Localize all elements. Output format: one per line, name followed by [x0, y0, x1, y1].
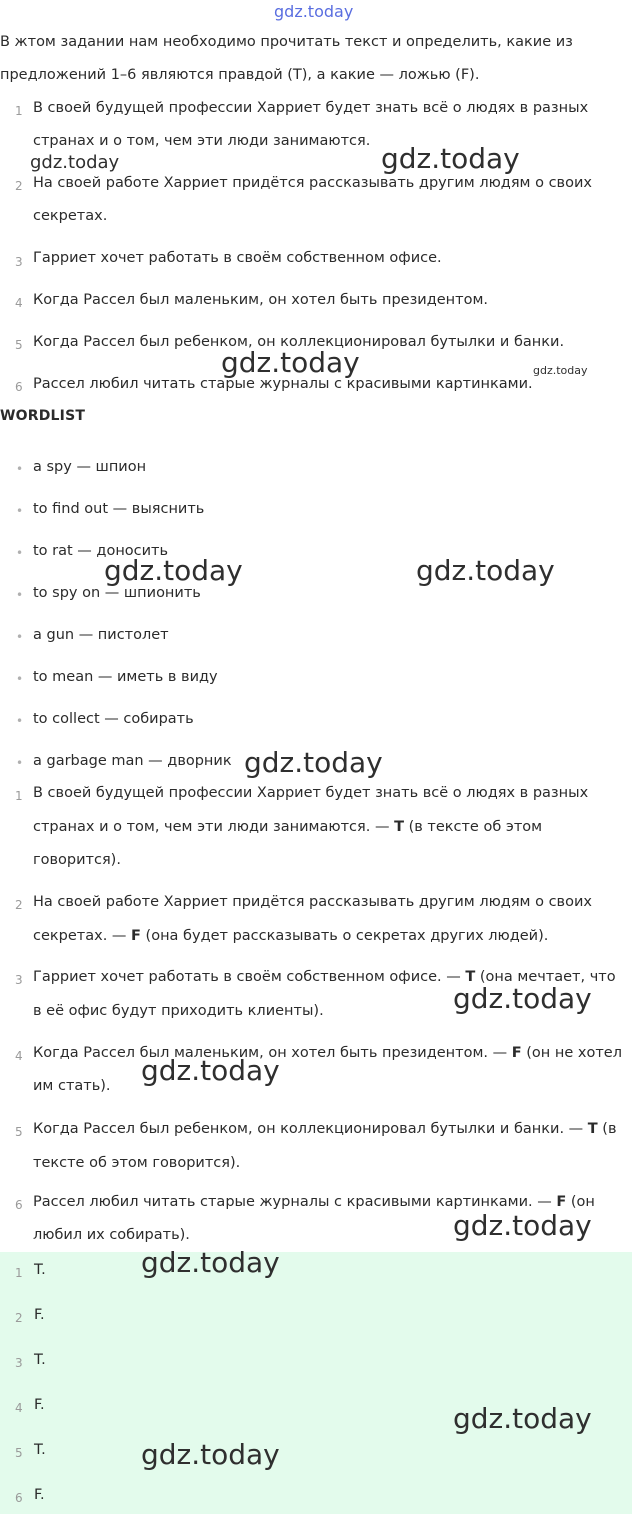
explanation-text [33, 819, 542, 835]
answer-value: T. [34, 1442, 46, 1458]
explanation-text: любил их собирать). [33, 1227, 190, 1243]
explanation-fragment: Рассел любил читать старые журналы с красивыми картинками. — [33, 1194, 557, 1210]
explanation-text [33, 1194, 595, 1210]
answer-number: 6 [15, 1491, 23, 1505]
question-text: странах и о том, чем эти люди занимаются. [33, 133, 371, 149]
answer-number: 2 [15, 1311, 23, 1325]
question-text: секретах. [33, 208, 108, 224]
explanation-text [33, 1045, 622, 1061]
watermark: gdz.today [221, 346, 360, 379]
explanation-text: в её офис будут приходить клиенты). [33, 1003, 324, 1019]
answer-value: F. [34, 1307, 45, 1323]
watermark: gdz.today [453, 1402, 592, 1435]
wordlist-item: a gun — пистолет [33, 627, 169, 643]
watermark: gdz.today [141, 1246, 280, 1279]
bullet: • [16, 672, 24, 686]
question-text: На своей работе Харриет придётся рассказывать другим людям о своих [33, 175, 592, 191]
bullet: • [16, 588, 24, 602]
watermark: gdz.today [453, 982, 592, 1015]
watermark: gdz.today [533, 364, 588, 377]
question-text: Рассел любил читать старые журналы с красивыми картинками. [33, 376, 533, 392]
bullet: • [16, 546, 24, 560]
watermark: gdz.today [141, 1054, 280, 1087]
question-text: Когда Рассел был ребенком, он коллекционировал бутылки и банки. [33, 334, 565, 350]
watermark: gdz.today [30, 152, 120, 173]
explanation-text: На своей работе Харриет придётся рассказывать другим людям о своих [33, 894, 592, 910]
wordlist-item: a garbage man — дворник [33, 753, 232, 769]
answer-mark: F [556, 1194, 567, 1210]
explanation-number: 6 [15, 1198, 23, 1212]
answers-panel [0, 1252, 632, 1514]
question-text: Когда Рассел был маленьким, он хотел быть президентом. [33, 292, 489, 308]
question-number: 4 [15, 296, 23, 310]
watermark: gdz.today [416, 554, 555, 587]
explanation-text: В своей будущей профессии Харриет будет знать всё о людях в разных [33, 785, 589, 801]
answer-value: F. [34, 1397, 45, 1413]
question-number: 5 [15, 338, 23, 352]
question-text: Гарриет хочет работать в своём собственном офисе. [33, 250, 442, 266]
wordlist-item: to rat — доносить [33, 543, 169, 559]
watermark-top: gdz.today [274, 2, 354, 21]
explanation-fragment: (она мечтает, что [475, 969, 616, 985]
answer-mark: F [131, 928, 141, 944]
explanation-text [33, 1121, 617, 1137]
question-number: 6 [15, 380, 23, 394]
explanation-text: им стать). [33, 1078, 111, 1094]
answer-mark: T [465, 969, 476, 985]
question-number: 3 [15, 255, 23, 269]
explanation-fragment: (в [597, 1121, 617, 1137]
bullet: • [16, 504, 24, 518]
answer-number: 4 [15, 1401, 23, 1415]
intro-line-2: предложений 1–6 являются правдой (T), а какие — ложью (F). [0, 67, 480, 83]
bullet: • [16, 630, 24, 644]
intro-line-1: В жтом задании нам необходимо прочитать текст и определить, какие из [0, 34, 573, 50]
wordlist-item: to find out — выяснить [33, 501, 205, 517]
watermark: gdz.today [141, 1438, 280, 1471]
answer-value: T. [34, 1262, 46, 1278]
question-number: 1 [15, 104, 23, 118]
explanation-number: 4 [15, 1049, 23, 1063]
explanation-fragment: секретах. — [33, 928, 132, 944]
explanation-fragment: Когда Рассел был ребенком, он коллекционировал бутылки и банки. — [33, 1121, 588, 1137]
explanation-fragment: (он не хотел [521, 1045, 622, 1061]
wordlist-item: to mean — иметь в виду [33, 669, 218, 685]
watermark: gdz.today [244, 746, 383, 779]
bullet: • [16, 714, 24, 728]
answer-value: F. [34, 1487, 45, 1503]
explanation-fragment: Когда Рассел был маленьким, он хотел быть президентом. — [33, 1045, 512, 1061]
bullet: • [16, 756, 24, 770]
watermark: gdz.today [381, 142, 520, 175]
watermark: gdz.today [453, 1209, 592, 1242]
answer-number: 1 [15, 1266, 23, 1280]
answer-mark: T [394, 819, 404, 835]
explanation-fragment: (в тексте об этом [403, 819, 543, 835]
wordlist-heading: WORDLIST [0, 408, 86, 424]
explanation-number: 5 [15, 1125, 23, 1139]
explanation-text [33, 928, 548, 944]
answer-number: 5 [15, 1446, 23, 1460]
wordlist-item: to spy on — шпионить [33, 585, 201, 601]
watermark: gdz.today [104, 554, 243, 587]
answer-value: T. [34, 1352, 46, 1368]
wordlist-item: to collect — собирать [33, 711, 194, 727]
explanation-fragment: (она будет рассказывать о секретах других людей). [140, 928, 549, 944]
question-number: 2 [15, 179, 23, 193]
answer-mark: T [587, 1121, 598, 1137]
bullet: • [16, 462, 24, 476]
explanation-number: 1 [15, 789, 23, 803]
answer-mark: F [511, 1045, 522, 1061]
answer-number: 3 [15, 1356, 23, 1370]
explanation-fragment: Гарриет хочет работать в своём собственном офисе. — [33, 969, 466, 985]
wordlist-item: a spy — шпион [33, 459, 147, 475]
explanation-text: тексте об этом говорится). [33, 1155, 241, 1171]
explanation-number: 2 [15, 898, 23, 912]
explanation-number: 3 [15, 973, 23, 987]
question-text: В своей будущей профессии Харриет будет знать всё о людях в разных [33, 100, 589, 116]
explanation-text: говорится). [33, 852, 121, 868]
explanation-fragment: странах и о том, чем эти люди занимаются. — [33, 819, 395, 835]
explanation-fragment: (он [566, 1194, 595, 1210]
